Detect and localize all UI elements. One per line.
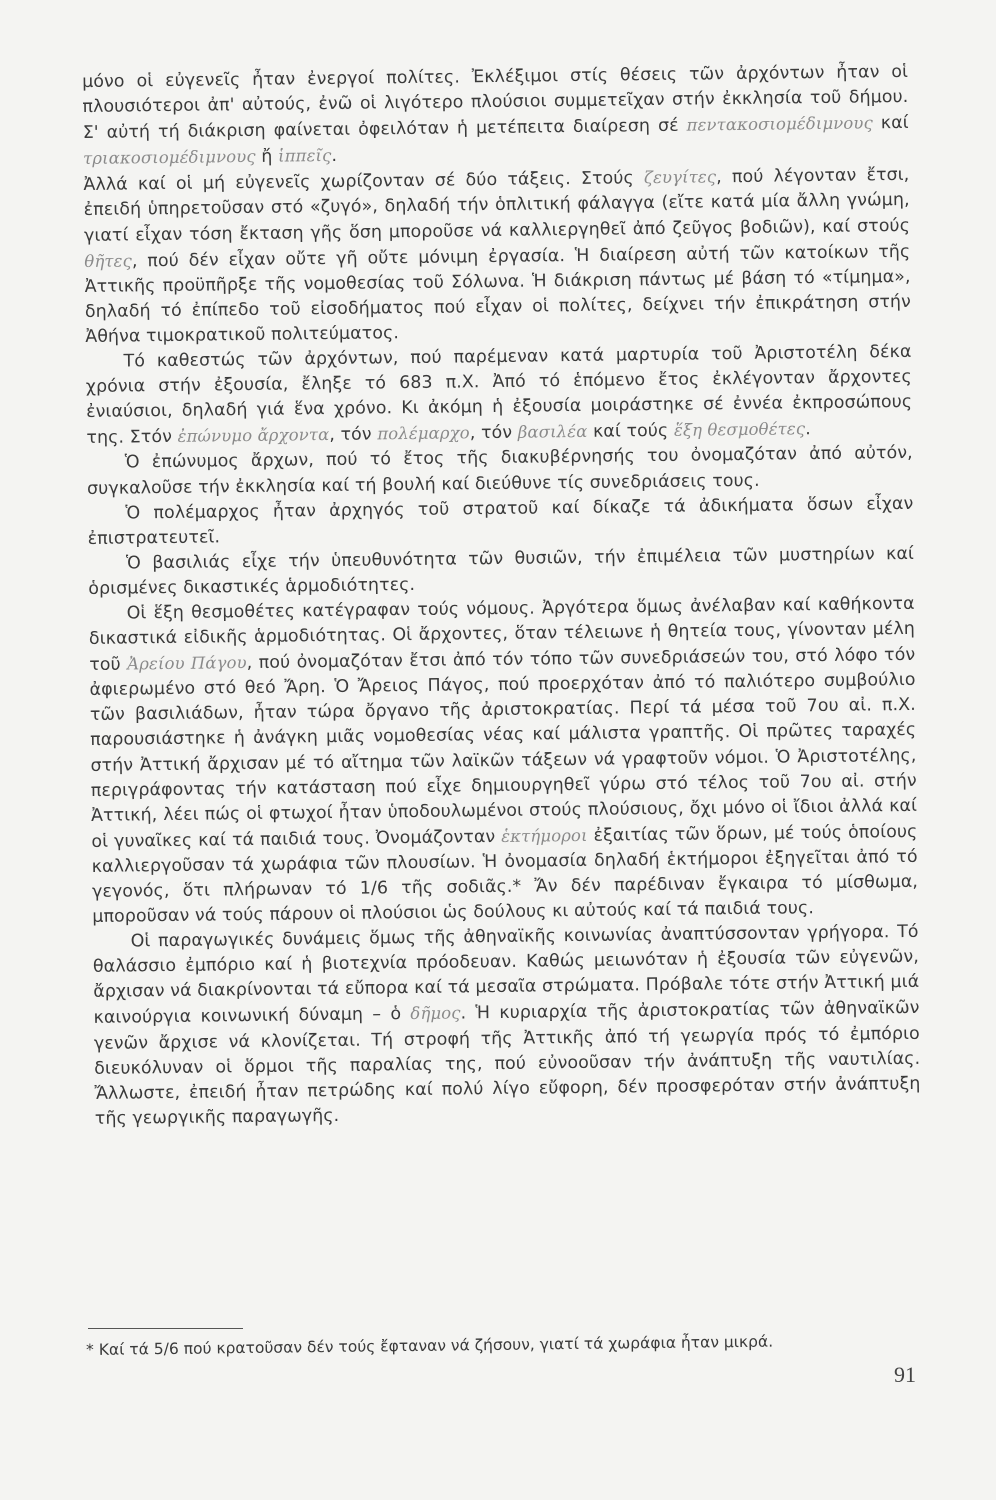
- text-run: .: [805, 419, 811, 440]
- italic-term: ἑκτήμοροι: [501, 825, 588, 846]
- paragraph: [85, 340, 912, 451]
- text-run: Οἱ παραγωγικές δυνάμεις ὅμως τῆς ἀθηναϊκῆς κοινωνίας ἀναπτύσσονταν γρήγορα. Τό θαλάσσιο ἐμπόριο καί ἡ βιοτεχνία πρόοδευαν. Καθώς μειωνόταν ἡ ἐξουσία τῶν εὐγενῶν, ἄρχισαν νά διακρίνονται τά εὔπορα καί τά μεσαῖα στρώματα. Πρόβαλε τότε στήν Ἀττική μιά καινούργια κοινωνική δύναμη – ὁ: [92, 922, 920, 1029]
- text-run: , πού δέν εἶχαν οὔτε γῆ οὔτε μόνιμη ἐργασία. Ἡ διαίρεση αὐτή τῶν κατοίκων τῆς Ἀττικῆς προϋπῆρξε τῆς νομοθεσίας τοῦ Σόλωνα. Ἡ διάκριση πάντως μέ βάση τό «τίμημα», δηλαδή τό ἐπίπεδο τοῦ εἰσοδήματος πού εἶχαν οἱ πολίτες, δείχνει τήν ἐπικράτηση στήν Ἀθήνα τιμοκρατικοῦ πολιτεύματος.: [84, 241, 912, 347]
- text-run: , τόν: [329, 424, 378, 446]
- italic-term: ἐπώνυμο ἄρχοντα: [177, 425, 330, 447]
- text-run: ἐξαιτίας τῶν ὅρων, μέ τούς ὁποίους καλλιεργοῦσαν τά χωράφια τῶν πλουσίων. Ἡ ὀνομασία δηλαδή ἑκτήμοροι ἐξηγεῖται ἀπό τό γεγονός, ὅτι πλήρωναν τό 1/6 τῆς σοδιᾶς.* Ἄν δέν παρέδιναν ἔγκαιρα τό μίσθωμα, μποροῦσαν νά τούς πάρουν οἱ πλούσιοι ὡς δούλους κι αὐτούς καί τά παιδιά τους.: [91, 821, 919, 928]
- text-run: Οἱ ἕξη θεσμοθέτες κατέγραφαν τούς νόμους. Ἀργότερα ὅμως ἀνέλαβαν καί καθήκοντα δικαστικά εἰδικῆς ἁρμοδιότητας. Οἱ ἄρχοντες, ὅταν τέλειωνε ἡ θητεία τους, γίνονταν μέλη τοῦ: [88, 593, 916, 676]
- italic-term: πεντακοσιομέδιμνους: [686, 113, 873, 135]
- text-run: μόνο οἱ εὐγενεῖς ἦταν ἐνεργοί πολίτες. Ἐκλέξιμοι στίς θέσεις τῶν ἀρχόντων ἦταν οἱ πλουσιότεροι ἀπ' αὐτούς, ἐνῶ οἱ λιγότερο πλούσιοι συμμετεῖχαν στήν ἐκκλησία τοῦ δήμου. Σ' αὐτή τή διάκριση φαίνεται ὀφειλόταν ἡ μετέπειτα διαίρεση σέ: [82, 61, 909, 144]
- text-run: Ἀλλά καί οἱ μή εὐγενεῖς χωρίζονταν σέ δύο τάξεις. Στούς: [83, 168, 645, 196]
- italic-term: ζευγίτες: [643, 167, 717, 188]
- text-run: , τόν: [469, 423, 518, 444]
- page-number: 91: [894, 1362, 916, 1387]
- text-run: Ὁ ἐπώνυμος ἄρχων, πού τό ἔτος τῆς διακυβέρνησής του ὀνομαζόταν ἀπό αὐτόν, συγκαλοῦσε τήν ἐκκλησία καί τή βουλή καί διεύθυνε τίς συνεδριάσεις τους.: [86, 443, 913, 499]
- italic-term: θῆτες: [84, 251, 132, 271]
- text-run: Ὁ βασιλιάς εἶχε τήν ὑπευθυνότητα τῶν θυσιῶν, τήν ἐπιμέλεια τῶν μυστηρίων καί ὁρισμένες δικαστικές ἁρμοδιότητες.: [88, 543, 915, 599]
- text-run: Τό καθεστώς τῶν ἀρχόντων, πού παρέμεναν κατά μαρτυρία τοῦ Ἀριστοτέλη δέκα χρόνια στήν ἐξουσία, ἔληξε τό 683 π.Χ. Ἀπό τό ἑπόμενο ἔτος ἐκλέγονταν ἄρχοντες ἐνιαύσιοι, δηλαδή γιά ἕνα χρόνο. Κι ἀκόμη ἡ ἐξουσία μοιράστηκε σέ ἐννέα ἐκπροσώπους της. Στόν: [85, 341, 913, 449]
- paragraph: [82, 60, 909, 172]
- text-run: ἤ: [255, 146, 279, 168]
- text-run: , πού λέγονταν ἔτσι, ἐπειδή ὑπηρετοῦσαν στό «ζυγό», δηλαδή τήν ὁπλιτική φάλαγγα (εἴτε κατά μία ἄλλη γνώμη, γιατί εἶχαν τόση ἔκταση γῆς ὅση μποροῦσε νά καλλιεργηθεῖ ἀπό ζεῦγος βοδιῶν), καί στούς: [83, 165, 911, 246]
- footnote-separator: [88, 1328, 243, 1329]
- footnote: * Καί τά 5/6 πού κρατοῦσαν δέν τούς ἔφταναν νά ζήσουν, γιατί τά χωράφια ἦταν μικρά.: [86, 1332, 774, 1359]
- italic-term: πολέμαρχο: [377, 423, 470, 444]
- italic-term: τριακοσιομέδιμνους: [82, 147, 256, 169]
- text-run: .: [331, 146, 338, 167]
- italic-term: ἕξη θεσμοθέτες: [673, 419, 806, 441]
- paragraph: [83, 162, 911, 350]
- paragraph: [93, 920, 921, 1132]
- paragraph: [88, 592, 918, 930]
- main-text: [82, 60, 921, 1132]
- italic-term: ἱππεῖς: [277, 146, 332, 166]
- italic-term: Ἀρείου Πάγου: [127, 653, 247, 674]
- text-run: καί: [872, 113, 909, 134]
- italic-term: βασιλέα: [517, 422, 588, 443]
- text-run: , πού ὀνομαζόταν ἔτσι ἀπό τόν τόπο τῶν συνεδριάσεών του, στό λόφο τόν ἀφιερωμένο στό θεό Ἄρη. Ὁ Ἄρειος Πάγος, πού προερχόταν ἀπό τό παλιότερο συμβούλιο τῶν βασιλιάδων, ἦταν τώρα ὄργανο τῆς ἀριστοκρατίας. Περί τά μέσα τοῦ 7ου αἰ. π.Χ. παρουσιάστηκε ἡ ἀνάγκη μιᾶς νομοθεσίας νέας καί μάλιστα γραπτῆς. Οἱ πρῶτες ταραχές στήν Ἀττική ἄρχισαν μέ τό αἴτημα τῶν λαϊκῶν τάξεων νά γραφτοῦν νόμοι. Ὁ Ἀριστοτέλης, περιγράφοντας τήν κατάσταση πού εἶχε δημιουργηθεῖ γύρω στό τέλος τοῦ 7ου αἰ. στήν Ἀττική, λέει πώς οἱ φτωχοί ἦταν ὑποδουλωμένοι στούς πλούσιους, ὄχι μόνο οἱ ἴδιοι ἀλλά καί οἱ γυναῖκες καί τά παιδιά τους. Ὀνομάζονταν: [89, 645, 918, 852]
- text-run: Ὁ πολέμαρχος ἦταν ἀρχηγός τοῦ στρατοῦ καί δίκαζε τά ἀδικήματα ὅσων εἶχαν ἐπιστρατευτεῖ.: [87, 493, 914, 549]
- text-run: καί τούς: [587, 421, 675, 443]
- text-run: . Ἡ κυριαρχία τῆς ἀριστοκρατίας τῶν ἀθηναϊκῶν γενῶν ἄρχισε νά κλονίζεται. Τή στροφή τῆς Ἀττικῆς ἀπό τή γεωργία πρός τό ἐμπόριο διευκόλυναν οἱ ὅρμοι τῆς παραλίας της, πού εὐνοοῦσαν τήν ἀνάπτυξη τῆς ναυτιλίας. Ἄλλωστε, ἐπειδή ἦταν πετρώδης καί πολύ λίγο εὔφορη, δέν προσφερόταν στήν ἀνάπτυξη τῆς γεωργικῆς παραγωγῆς.: [93, 998, 921, 1129]
- italic-term: δῆμος: [410, 1003, 461, 1024]
